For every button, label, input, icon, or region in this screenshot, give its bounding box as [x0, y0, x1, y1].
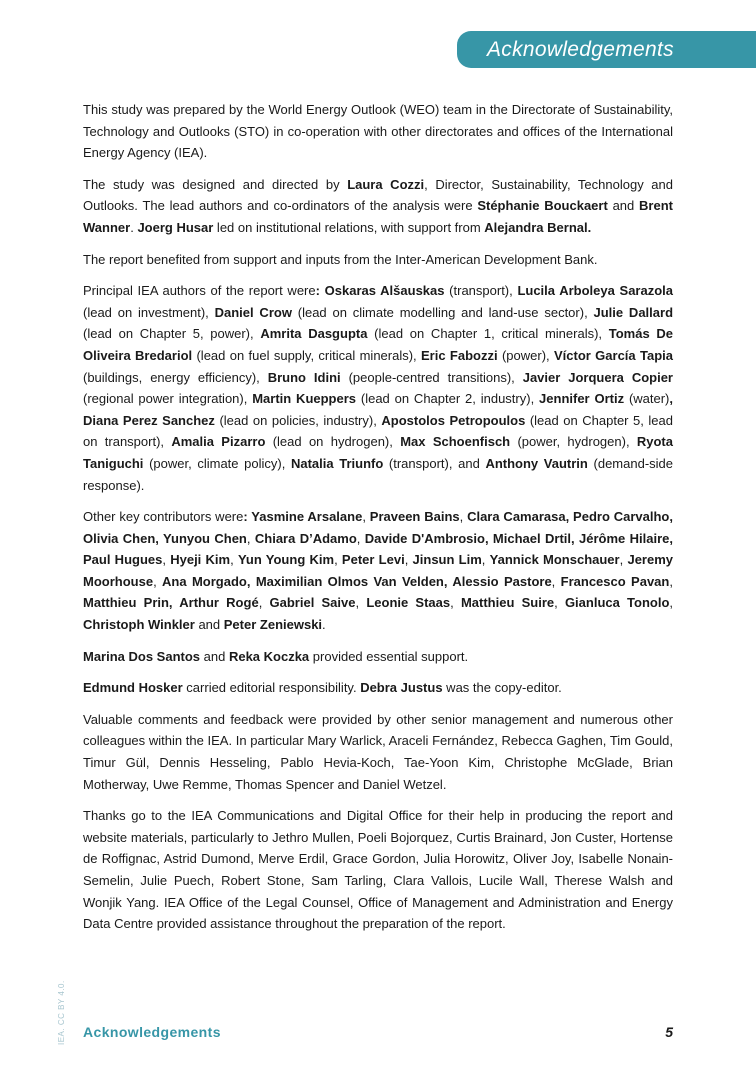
- bold-name-run: Javier Jorquera Copier: [522, 369, 673, 385]
- bold-name-run: , Diana Perez Sanchez: [83, 391, 674, 428]
- bold-name-run: Amalia Pizarro: [171, 434, 266, 450]
- footer-section-title: Acknowledgements: [83, 1024, 221, 1040]
- bold-name-run: Ana Morgado, Maximilian Olmos Van Velden, Alessio Pastore: [162, 573, 552, 589]
- bold-name-run: Matthieu Prin, Arthur Rogé: [83, 595, 259, 611]
- text-run: (lead on hydrogen),: [265, 434, 401, 450]
- bold-name-run: Leonie Staas: [366, 595, 451, 611]
- text-run: (transport),: [444, 283, 518, 299]
- text-run: ,: [404, 552, 413, 568]
- bold-name-run: Gabriel Saive: [269, 595, 356, 611]
- paragraph: [83, 646, 673, 668]
- paragraph: [83, 805, 673, 935]
- text-run: (people-centred transitions),: [340, 369, 523, 385]
- bold-name-run: Anthony Vautrin: [485, 455, 588, 471]
- bold-name-run: Lucila Arboleya Sarazola: [517, 283, 673, 299]
- paragraph: [83, 677, 673, 699]
- text-run: Thanks go to the IEA Communications and Digital Office for their help in producing the report and website materials, particularly to Jethro Mullen, Poeli Bojorquez, Curtis Brainard, Jon Custer, Hortense de Roffignac, Astrid Dumond, Merve Erdil, Grace Gordon, Julia Horowitz, Oliver Joy, Isabelle Nonain-Semelin, Julie Puech, Robert Stone, Sam Tarling, Clara Vallois, Lucile Wall, Therese Walsh and Wonjik Yang. IEA Office of the Legal Counsel, Office of Management and Administration and Energy Data Centre provided assistance throughout the preparation of the report.: [83, 808, 673, 932]
- text-run: Principal IEA authors of the report were: [83, 283, 316, 299]
- section-header-title: Acknowledgements: [487, 37, 674, 61]
- bold-name-run: Alejandra Bernal.: [484, 219, 592, 235]
- bold-name-run: Jinsun Lim: [412, 552, 482, 568]
- bold-name-run: Jeremy Moorhouse: [83, 552, 674, 589]
- text-run: ,: [481, 552, 490, 568]
- license-mark: IEA. CC BY 4.0.: [57, 980, 66, 1045]
- bold-name-run: Daniel Crow: [214, 304, 292, 320]
- bold-name-run: Natalia Triunfo: [290, 455, 384, 471]
- text-run: led on institutional relations, with support from: [213, 219, 485, 235]
- text-run: and: [194, 617, 224, 633]
- text-run: (lead on policies, industry),: [214, 412, 382, 428]
- paragraph: [83, 280, 673, 496]
- bold-name-run: Brent Wanner: [83, 198, 673, 235]
- paragraph: [83, 174, 673, 239]
- text-run: (water): [624, 391, 670, 407]
- section-header-tab: [457, 31, 756, 68]
- text-run: was the copy-editor.: [442, 680, 562, 696]
- text-run: ,: [669, 595, 674, 611]
- text-run: , Director, Sustainability, Technology and Outlooks. The lead authors and co-ordinators of the analysis were: [83, 176, 673, 214]
- bold-name-run: Peter Levi: [341, 552, 405, 568]
- text-run: (power, climate policy),: [143, 455, 291, 471]
- bold-name-run: Gianluca Tonolo: [564, 595, 670, 611]
- bold-name-run: Chiara D’Adamo: [254, 530, 357, 546]
- bold-name-run: Yun Young Kim: [237, 552, 335, 568]
- text-run: (lead on fuel supply, critical minerals),: [192, 347, 422, 363]
- bold-name-run: Julie Dallard: [593, 304, 674, 320]
- bold-name-run: Martin Kueppers: [252, 391, 357, 407]
- text-run: (lead on Chapter 5, lead on transport),: [83, 412, 673, 450]
- text-run: (power, hydrogen),: [510, 434, 637, 450]
- bold-name-run: Clara Camarasa, Pedro Carvalho, Olivia Chen, Yunyou Chen: [83, 509, 673, 546]
- bold-name-run: Joerg Husar: [137, 219, 214, 235]
- bold-name-run: Matthieu Suire: [460, 595, 555, 611]
- text-run: (demand-side response).: [83, 455, 673, 493]
- text-run: ,: [246, 530, 255, 546]
- bold-name-run: Amrita Dasgupta: [260, 326, 368, 342]
- text-run: ,: [669, 573, 673, 589]
- paragraph: [83, 249, 673, 271]
- text-run: ,: [355, 595, 367, 611]
- text-run: ,: [362, 509, 370, 525]
- bold-name-run: Bruno Idini: [267, 369, 341, 385]
- text-run: (lead on Chapter 2, industry),: [356, 391, 540, 407]
- text-run: and: [200, 648, 229, 664]
- text-run: provided essential support.: [309, 648, 469, 664]
- bold-name-run: : Yasmine Arsalane: [243, 509, 363, 525]
- bold-name-run: Víctor García Tapia: [553, 347, 673, 363]
- text-run: (power),: [497, 347, 554, 363]
- text-run: The report benefited from support and inputs from the Inter-American Development Bank.: [83, 251, 598, 267]
- bold-name-run: Tomás De Oliveira Bredariol: [83, 326, 673, 363]
- bold-name-run: Christoph Winkler: [83, 617, 195, 633]
- bold-name-run: Eric Fabozzi: [421, 347, 498, 363]
- text-run: ,: [554, 595, 565, 611]
- paragraph: [83, 506, 673, 636]
- text-run: ,: [258, 595, 270, 611]
- bold-name-run: Ryota Taniguchi: [83, 434, 673, 471]
- bold-name-run: Yannick Monschauer: [489, 552, 620, 568]
- bold-name-run: Stéphanie Bouckaert: [477, 198, 608, 214]
- text-run: (lead on Chapter 1, critical minerals),: [367, 326, 609, 342]
- text-run: ,: [619, 552, 628, 568]
- text-run: (lead on climate modelling and land-use sector),: [291, 304, 594, 320]
- bold-name-run: Laura Cozzi: [347, 176, 425, 192]
- bold-name-run: Davide D'Ambrosio, Michael Drtil, Jérôme Hilaire, Paul Hugues: [83, 530, 673, 568]
- bold-name-run: Edmund Hosker: [83, 680, 183, 696]
- paragraph: [83, 99, 673, 164]
- bold-name-run: Peter Zeniewski: [223, 617, 323, 633]
- text-run: The study was designed and directed by: [83, 176, 348, 192]
- text-run: .: [130, 219, 138, 235]
- text-run: ,: [153, 573, 163, 589]
- text-run: (regional power integration),: [83, 391, 253, 407]
- body-text: [83, 99, 673, 945]
- text-run: Valuable comments and feedback were provided by other senior management and numerous other colleagues within the IEA. In particular Mary Warlick, Araceli Fernández, Rebecca Gaghen, Tim Gould, Timur Gül, Dennis Hesseling, Pablo Hevia-Koch, Tae-Yoon Kim, Christophe McGlade, Brian Motherway, Uwe Remme, Thomas Spencer and Daniel Wetzel.: [83, 711, 673, 792]
- text-run: This study was prepared by the World Energy Outlook (WEO) team in the Directorate of Sustainability, Technology and Outlooks (STO) in co-operation with other directorates and offices of the International Energy Agency (IEA).: [83, 102, 673, 161]
- paragraph: [83, 709, 673, 795]
- text-run: .: [322, 617, 326, 633]
- footer-page-number: 5: [665, 1024, 673, 1040]
- text-run: (lead on investment),: [83, 304, 215, 320]
- text-run: and: [607, 198, 640, 214]
- text-run: carried editorial responsibility.: [182, 680, 361, 696]
- bold-name-run: Praveen Bains: [369, 509, 460, 525]
- bold-name-run: Reka Koczka: [228, 648, 310, 664]
- bold-name-run: Jennifer Ortiz: [539, 391, 625, 407]
- bold-name-run: Apostolos Petropoulos: [381, 412, 526, 428]
- bold-name-run: Debra Justus: [360, 680, 443, 696]
- bold-name-run: Marina Dos Santos: [83, 648, 201, 664]
- text-run: (buildings, energy efficiency),: [83, 369, 268, 385]
- text-run: ,: [356, 530, 365, 546]
- bold-name-run: Francesco Pavan: [560, 573, 670, 589]
- text-run: ,: [162, 552, 171, 568]
- text-run: ,: [450, 595, 461, 611]
- bold-name-run: Hyeji Kim: [170, 552, 231, 568]
- text-run: ,: [551, 573, 561, 589]
- bold-name-run: Max Schoenfisch: [400, 434, 511, 450]
- text-run: ,: [230, 552, 238, 568]
- text-run: ,: [334, 552, 342, 568]
- text-run: (transport), and: [383, 455, 486, 471]
- text-run: (lead on Chapter 5, power),: [83, 326, 261, 342]
- text-run: ,: [459, 509, 468, 525]
- text-run: Other key contributors were: [83, 509, 244, 525]
- bold-name-run: : Oskaras Alšauskas: [315, 283, 445, 299]
